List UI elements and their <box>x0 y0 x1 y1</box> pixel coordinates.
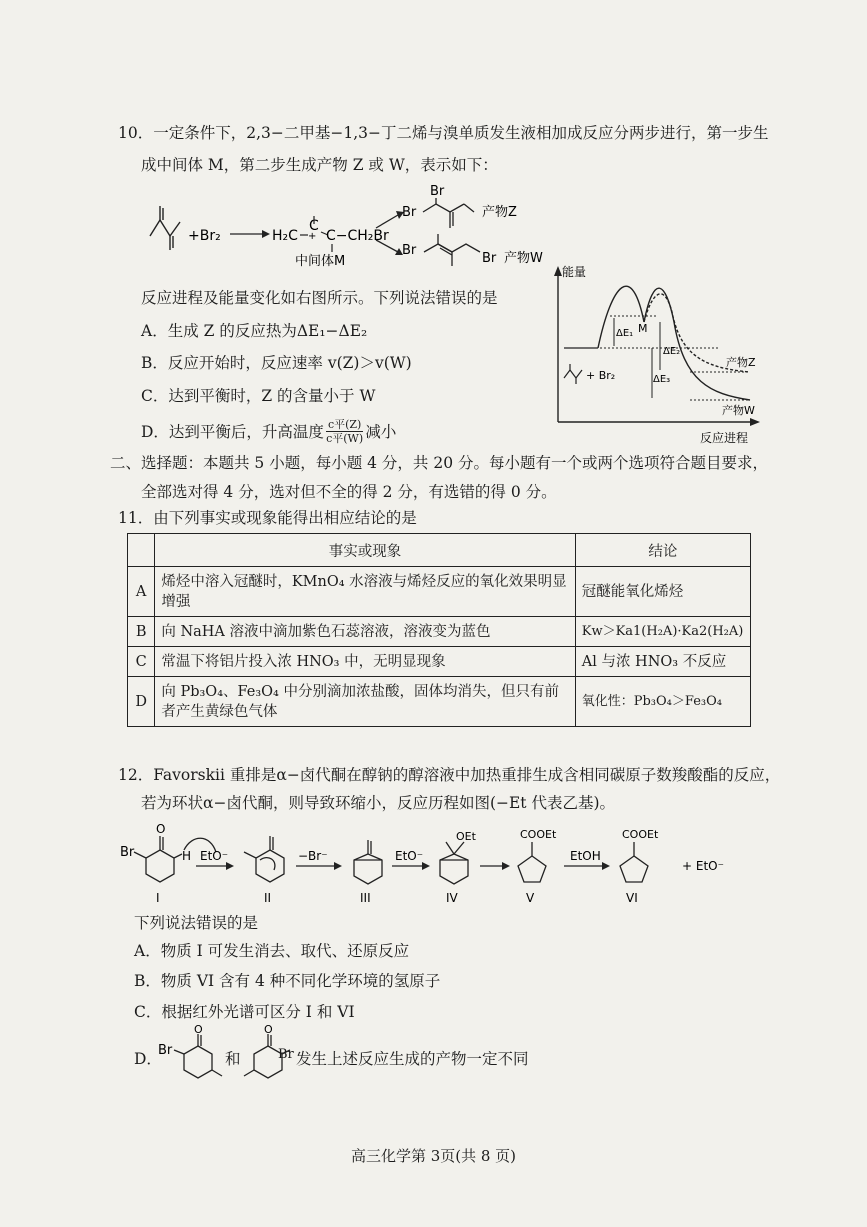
svg-text:ΔE₁: ΔE₁ <box>616 328 634 339</box>
q12-mechanism-scheme <box>120 820 760 912</box>
reagent-etoxide-1: EtO⁻ <box>200 849 229 863</box>
regenerated-etoxide: + EtO⁻ <box>682 859 724 873</box>
svg-text:IV: IV <box>446 891 458 905</box>
svg-text:O: O <box>156 822 166 836</box>
q12-stem-line1: 12．Favorskii 重排是α−卤代酮在醇钠的醇溶液中加热重排生成含相同碳原子数羧酸酯的反应， <box>118 766 781 784</box>
svg-text:H₂C: H₂C <box>272 228 298 244</box>
q10-reaction-scheme <box>140 182 560 277</box>
table-header-row: 事实或现象 结论 <box>128 534 751 567</box>
exam-page: 10．一定条件下，2,3−二甲基−1,3−丁二烯与溴单质发生液相加成反应分两步进行，第一步生 成中间体 M，第二步生成产物 Z 或 W，表示如下： +Br₂ H₂C C + C−CH₂Br 中间体M Br Br 产物Z Br Br 产物W 反应进程及能量变化如右图所示。下列说法错误的是 A．生成 Z 的反应热为ΔE₁−ΔE₂ B．反应开始时，反应速率 v(Z)＞v(W) C．达到平衡时，Z 的含量小于 W D．达到平衡后，升高温度 c平(Z) c平(W) 减小 能量 反应进程 ΔE₁ M ΔE₂ ΔE₃ + Br₂ 产物Z 产物W 二、选择题：本题共 5 小题，每小题 4 分，共 20 分。每小题有一个或两个选项符合题目要求， 全部选对得 4 分，选对但不全的得 2 分，有选错的得 0 分。 11．由下列事实或现象能得出相应结论的是 事实或现象 结论 A 烯烃中溶入冠醚时，KMnO₄ 水溶液与烯烃反应的氧化效果明显增强 冠醚能氧化烯烃 B 向 NaHA 溶液中滴加紫色石蕊溶液，溶液变为蓝色 Kw＞Ka1(H₂A)·Ka2(H₂A) C 常温下将铝片投入浓 HNO₃ 中，无明显现象 Al 与浓 HNO₃ 不反应 D 向 Pb₃O₄、Fe₃O₄ 中分别滴加浓盐酸，固体均消失，但只有前者产生黄绿色气体 氧化性：Pb₃O₄＞Fe₃O₄ 12．Favorskii 重排是α−卤代酮在醇钠的醇溶液中加热重排生成含相同碳原子数羧酸酯的反应， 若为环状α−卤代酮，则导致环缩小，反应历程如图(−Et 代表乙基)。 Br O H EtO⁻ −Br⁻ EtO⁻ OEt COOEt EtOH COOEt + EtO⁻ I II III IV V VI 下列说法错误的是 A．物质 I 可发生消去、取代、还原反应 B．物质 VI 含有 4 种不同化学环境的氢原子 C．根据红外光谱可区分 I 和 VI D． Br O O 和 Br 发生上述反应生成的产物一定不同 高三化学第 3页(共 8 页) <box>0 0 867 1227</box>
svg-text:O: O <box>264 1024 273 1036</box>
svg-text:+ Br₂: + Br₂ <box>586 369 616 382</box>
section2-line1: 二、选择题：本题共 5 小题，每小题 4 分，共 20 分。每小题有一个或两个选项符合题目要求， <box>110 454 769 472</box>
svg-text:COOEt: COOEt <box>622 828 659 841</box>
svg-text:Br: Br <box>120 845 135 860</box>
q10-option-a: A．生成 Z 的反应热为ΔE₁−ΔE₂ <box>141 322 368 340</box>
q11-stem: 11．由下列事实或现象能得出相应结论的是 <box>118 509 417 527</box>
intermediate-m-label: 中间体M <box>295 254 346 269</box>
table-row: A 烯烃中溶入冠醚时，KMnO₄ 水溶液与烯烃反应的氧化效果明显增强 冠醚能氧化烯烃 <box>128 567 751 617</box>
q10-option-c: C．达到平衡时，Z 的含量小于 W <box>141 387 376 405</box>
label-m: M <box>638 322 648 335</box>
q10-stem-line1: 10．一定条件下，2,3−二甲基−1,3−丁二烯与溴单质发生液相加成反应分两步进行，第一步生 <box>118 124 769 142</box>
product-z-label: 产物Z <box>482 205 517 220</box>
reagent-bromide-loss: −Br⁻ <box>298 849 328 863</box>
svg-text:C: C <box>309 218 319 234</box>
svg-text:O: O <box>194 1024 203 1036</box>
svg-text:+: + <box>308 231 317 242</box>
svg-text:II: II <box>264 891 272 905</box>
diagram-product-z: 产物Z <box>726 356 756 369</box>
svg-text:Br: Br <box>158 1043 173 1058</box>
svg-text:ΔE₂: ΔE₂ <box>663 346 681 357</box>
diagram-product-w: 产物W <box>722 404 755 417</box>
reagent-etoxide-2: EtO⁻ <box>395 849 424 863</box>
svg-text:Br: Br <box>402 205 417 220</box>
q12-option-d-and: 和 <box>225 1050 241 1068</box>
q12-option-d-text: 发生上述反应生成的产物一定不同 <box>296 1050 529 1068</box>
svg-text:C−CH₂Br: C−CH₂Br <box>326 228 389 244</box>
energy-profile-diagram <box>540 262 762 448</box>
q11-table <box>127 533 751 727</box>
q10-option-d: D．达到平衡后，升高温度 c平(Z) c平(W) 减小 <box>141 418 397 445</box>
svg-text:ΔE₃: ΔE₃ <box>653 374 671 385</box>
concentration-ratio: c平(Z) c平(W) <box>326 418 364 445</box>
reagent-ethanol: EtOH <box>570 849 601 863</box>
q12-option-c: C．根据红外光谱可区分 I 和 VI <box>134 1003 355 1021</box>
table-row: D 向 Pb₃O₄、Fe₃O₄ 中分别滴加浓盐酸，固体均消失，但只有前者产生黄绿色气体 氧化性：Pb₃O₄＞Fe₃O₄ <box>128 677 751 727</box>
product-w-label: 产物W <box>504 251 543 266</box>
q10-stem-line3: 反应进程及能量变化如右图所示。下列说法错误的是 <box>141 289 498 307</box>
q10-option-b: B．反应开始时，反应速率 v(Z)＞v(W) <box>141 354 412 372</box>
plus-br2-text: +Br₂ <box>188 228 221 244</box>
table-row: B 向 NaHA 溶液中滴加紫色石蕊溶液，溶液变为蓝色 Kw＞Ka1(H₂A)·Ka2(H₂A) <box>128 617 751 647</box>
progress-axis-label: 反应进程 <box>700 431 749 445</box>
section2-line2: 全部选对得 4 分，选对但不全的得 2 分，有选错的得 0 分。 <box>141 483 557 501</box>
energy-axis-label: 能量 <box>562 265 587 279</box>
svg-text:III: III <box>360 891 371 905</box>
svg-text:I: I <box>156 891 160 905</box>
q10-stem-line2: 成中间体 M，第二步生成产物 Z 或 W，表示如下： <box>141 156 498 174</box>
q12-stem-line2: 若为环状α−卤代酮，则导致环缩小，反应历程如图(−Et 代表乙基)。 <box>141 794 616 812</box>
svg-text:H: H <box>182 849 192 863</box>
svg-text:Br: Br <box>430 184 445 199</box>
q12-option-b: B．物质 VI 含有 4 种不同化学环境的氢原子 <box>134 972 441 990</box>
svg-text:Br: Br <box>482 251 497 266</box>
svg-text:OEt: OEt <box>456 830 476 843</box>
page-footer: 高三化学第 3页(共 8 页) <box>350 1147 517 1165</box>
q12-question: 下列说法错误的是 <box>134 914 259 932</box>
q12-option-a: A．物质 I 可发生消去、取代、还原反应 <box>134 942 410 960</box>
svg-text:VI: VI <box>626 891 638 905</box>
q12-option-d-prefix: D． <box>134 1050 162 1068</box>
svg-text:COOEt: COOEt <box>520 828 557 841</box>
svg-text:Br: Br <box>402 243 417 258</box>
table-row: C 常温下将铝片投入浓 HNO₃ 中，无明显现象 Al 与浓 HNO₃ 不反应 <box>128 647 751 677</box>
svg-text:V: V <box>526 891 535 905</box>
